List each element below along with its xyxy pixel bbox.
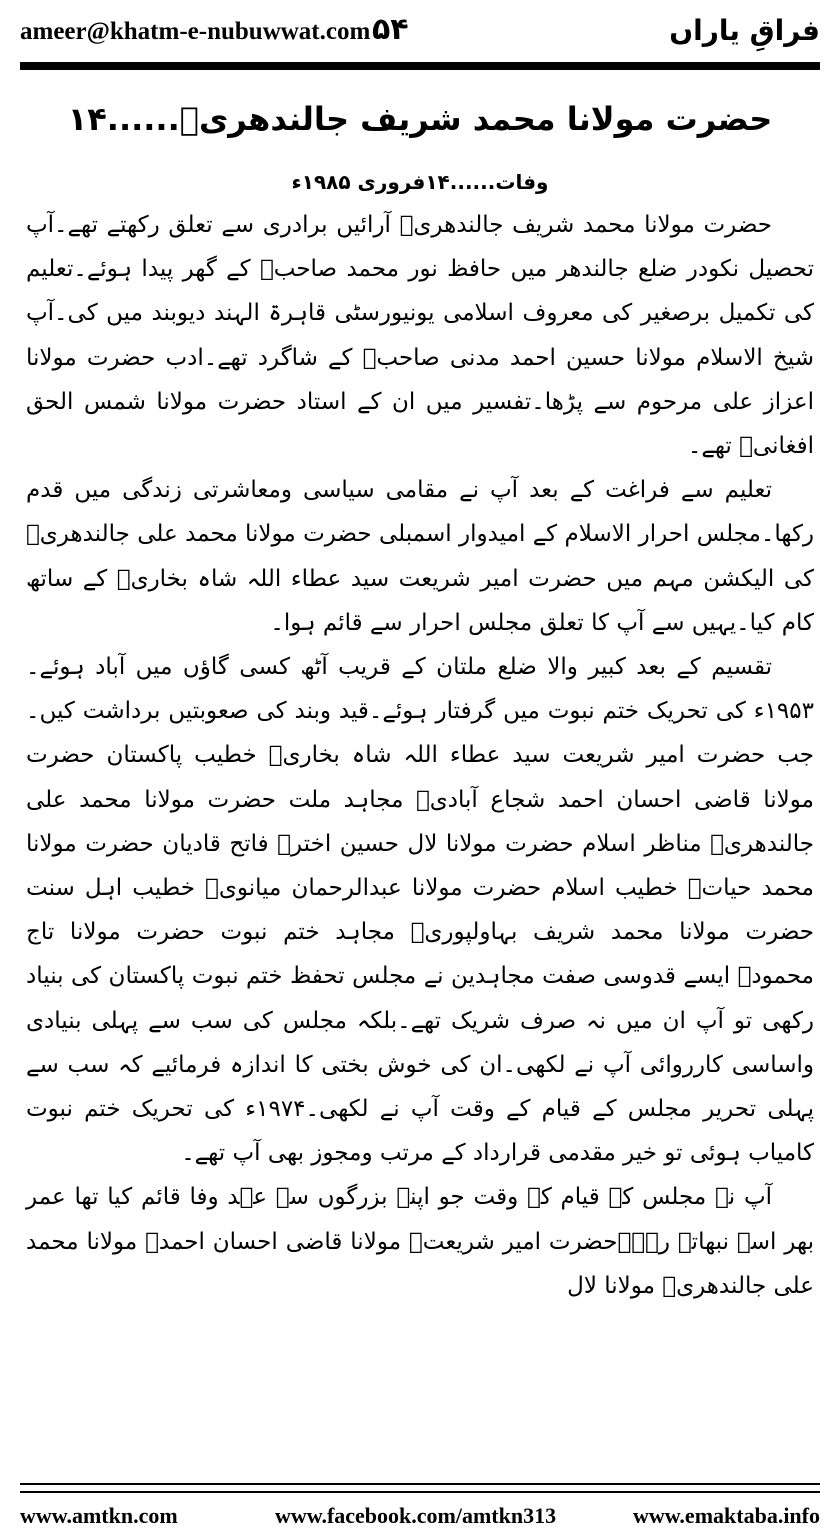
footer-facebook-link[interactable]: www.facebook.com/amtkn313 xyxy=(275,1503,557,1528)
page-footer xyxy=(20,1503,820,1533)
death-date: وفات......۱۴فروری ۱۹۸۵ء xyxy=(291,170,549,194)
footer-divider-bottom xyxy=(20,1491,820,1493)
paragraph-2: تعلیم سے فراغت کے بعد آپ نے مقامی سیاسی ومعاشرتی زندگی میں قدم رکھا۔مجلس احرار الاسلام کے امیدوار اسمبلی حضرت مولانا محمد علی جالندھریؒ کی الیکشن مہم میں حضرت امیر شریعت سید عطاء اللہ شاہ بخاریؒ کے ساتھ کام کیا۔یہیں سے آپ کا تعلق مجلس احرار سے قائم ہوا۔ xyxy=(26,477,814,636)
paragraph-1: حضرت مولانا محمد شریف جالندھریؒ آرائیں برادری سے تعلق رکھتے تھے۔آپ تحصیل نکودر ضلع جالندھر میں حافظ نور محمد صاحبؒ کے گھر پیدا ہوئے۔تعلیم کی تکمیل برصغیر کی معروف اسلامی یونیورسٹی قاہرۃ الہند دیوبند میں کی۔آپ شیخ الاسلام مولانا حسین احمد مدنی صاحبؒ کے شاگرد تھے۔ادب حضرت مولانا اعزاز علی مرحوم سے پڑھا۔تفسیر میں ان کے استاد حضرت مولانا شمس الحق افغانیؒ تھے۔ xyxy=(26,212,814,460)
header-divider xyxy=(20,62,820,70)
article-title: ۱۴......حضرت مولانا محمد شریف جالندھریؒ xyxy=(67,100,773,138)
paragraph-3: تقسیم کے بعد کبیر والا ضلع ملتان کے قریب آٹھ کسی گاؤں میں آباد ہوئے۔۱۹۵۳ء کی تحریک ختم نبوت میں گرفتار ہوئے۔قید وبند کی صعوبتیں برداشت کیں۔جب حضرت امیر شریعت سید عطاء اللہ شاہ بخاریؒ خطیب پاکستان حضرت مولانا قاضی احسان احمد شجاع آبادیؒ مجاہد ملت حضرت مولانا محمد علی جالندھریؒ مناظر اسلام حضرت مولانا لال حسین اخترؒ فاتح قادیان حضرت مولانا محمد حیاتؒ خطیب اسلام حضرت مولانا عبدالرحمان میانویؒ خطیب اہل سنت حضرت مولانا محمد شریف بہاولپوریؒ مجاہد ختم نبوت حضرت مولانا تاج محمودؒ ایسے قدوسی صفت مجاہدین نے مجلس تحفظ ختم نبوت پاکستان کی بنیاد رکھی تو آپ ان میں نہ صرف شریک تھے۔بلکہ مجلس کی سب سے پہلی بنیادی واساسی کارروائی آپ نے لکھی۔ان کی خوش بختی کا اندازہ فرمائیے کہ سب سے پہلی تحریر مجلس کے قیام کے وقت آپ نے لکھی۔۱۹۷۴ء کی تحریک ختم نبوت کامیاب ہوئی تو خیر مقدمی قرارداد کے مرتب ومجوز بھی آپ تھے۔ xyxy=(26,654,814,1167)
footer-divider-top xyxy=(20,1483,820,1485)
book-title: فراقِ یاراں xyxy=(669,14,820,47)
page-number: ۵۴ xyxy=(372,12,409,47)
footer-library-link[interactable]: www.emaktaba.info xyxy=(632,1503,820,1528)
footer-site-link[interactable]: www.amtkn.com xyxy=(20,1503,178,1528)
paragraph-4: آپ نے مجلس کے قیام کے وقت جو اپنے بزرگوں سے عہد وفا قائم کیا تھا عمر بھر اسے نبھاتے رہے۔حضرت امیر شریعتؒ مولانا قاضی احسان احمدؒ مولانا محمد علی جالندھریؒ مولانا لال xyxy=(26,1184,814,1299)
header-email[interactable]: ameer@khatm-e-nubuwwat.com xyxy=(20,18,371,45)
article-body xyxy=(26,203,814,1308)
